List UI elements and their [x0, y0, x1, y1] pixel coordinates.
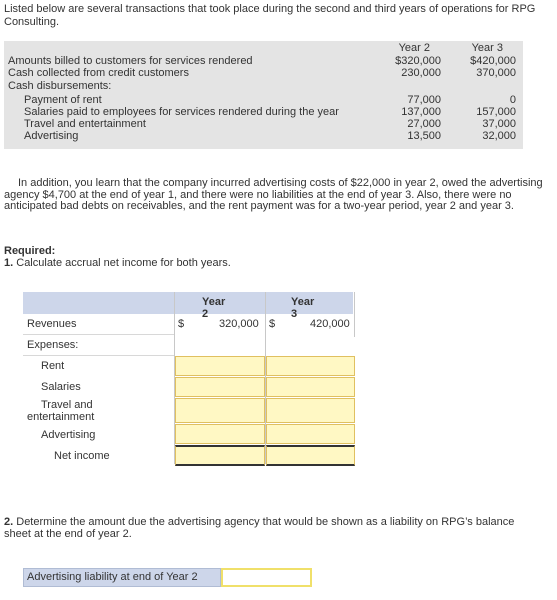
transactions-summary [4, 41, 523, 149]
transaction-label: Cash collected from credit customers [8, 67, 189, 79]
net-income-label: Net income [54, 450, 110, 462]
intro-text: Listed below are several transactions that took place during the second and third years of operations for RPG Consulting. [4, 3, 536, 28]
rent-year3-input[interactable] [266, 356, 355, 376]
question-1-text: Calculate accrual net income for both years. [16, 257, 231, 269]
net-income-year2-input[interactable] [175, 445, 265, 466]
travel-label-line1: Travel and [41, 399, 93, 411]
expenses-label: Expenses: [27, 339, 79, 351]
row-divider [23, 334, 174, 335]
transaction-year2: 230,000 [401, 67, 441, 79]
transaction-label: Salaries paid to employees for services rendered during the year [24, 106, 339, 118]
transaction-label: Travel and entertainment [24, 118, 146, 130]
travel-year2-input[interactable] [175, 398, 265, 423]
question-2-number: 2. [4, 516, 14, 528]
revenues-label: Revenues [27, 318, 77, 330]
transaction-year3: 0 [509, 94, 516, 106]
salaries-year2-input[interactable] [175, 377, 265, 397]
revenues-currency-year3: $ [269, 318, 276, 330]
transaction-label: Payment of rent [24, 94, 102, 106]
advertising-liability-input[interactable] [221, 568, 312, 587]
header-year3: Year 3 [471, 42, 503, 54]
revenues-year2: 320,000 [219, 318, 259, 330]
question-1 [4, 257, 231, 269]
column-year3: Year 3 [291, 296, 315, 320]
transaction-year3: 370,000 [476, 67, 516, 79]
transaction-year2: 137,000 [401, 106, 441, 118]
rent-year2-input[interactable] [175, 356, 265, 376]
advertising-liability-label: Advertising liability at end of Year 2 [23, 568, 221, 587]
transaction-year3: 32,000 [482, 130, 516, 142]
transaction-year3: 37,000 [482, 118, 516, 130]
travel-year3-input[interactable] [266, 398, 355, 423]
advertising-year3-input[interactable] [266, 424, 355, 444]
net-income-year3-input[interactable] [266, 445, 355, 466]
travel-label-line2: entertainment [27, 411, 95, 423]
row-divider [23, 355, 174, 356]
additional-info-paragraph [4, 178, 550, 213]
salaries-label: Salaries [41, 381, 81, 393]
transaction-year3: $420,000 [470, 55, 516, 67]
advertising-year2-input[interactable] [175, 424, 265, 444]
transaction-year2: 13,500 [407, 130, 441, 142]
transaction-year2: $320,000 [395, 55, 441, 67]
transaction-row [4, 68, 523, 80]
salaries-year3-input[interactable] [266, 377, 355, 397]
transaction-label: Cash disbursements: [8, 80, 112, 92]
question-1-number: 1. [4, 257, 14, 269]
header-year2: Year 2 [398, 42, 430, 54]
revenues-year3: 420,000 [310, 318, 350, 330]
transactions-header-row [4, 43, 523, 55]
revenues-currency-year2: $ [178, 318, 185, 330]
additional-info-text: In addition, you learn that the company incurred advertising costs of $22,000 in year 2, owed the advertising agency $4,700 at the end of year 1, and there were no liabilities at the end of year 3. Also, there were no anticipated bad debts on receivables, and the rent payment was for a two-year period, year 2 and year 3. [4, 177, 543, 212]
transaction-row [4, 81, 523, 93]
transaction-label: Advertising [24, 130, 79, 142]
transaction-label: Amounts billed to customers for services rendered [8, 55, 253, 67]
column-year2: Year 2 [202, 296, 226, 320]
question-2 [4, 517, 544, 540]
transaction-year3: 157,000 [476, 106, 516, 118]
rent-label: Rent [41, 360, 65, 372]
question-2-text: Determine the amount due the advertising agency that would be shown as a liability on RPG’s balance sheet at the end of year 2. [4, 516, 515, 540]
column-divider [354, 292, 355, 337]
transaction-row [4, 131, 523, 143]
required-heading: Required: [4, 245, 56, 257]
advertising-label: Advertising [41, 429, 96, 441]
transaction-year2: 27,000 [407, 118, 441, 130]
transaction-row [4, 119, 523, 131]
transaction-year2: 77,000 [407, 94, 441, 106]
